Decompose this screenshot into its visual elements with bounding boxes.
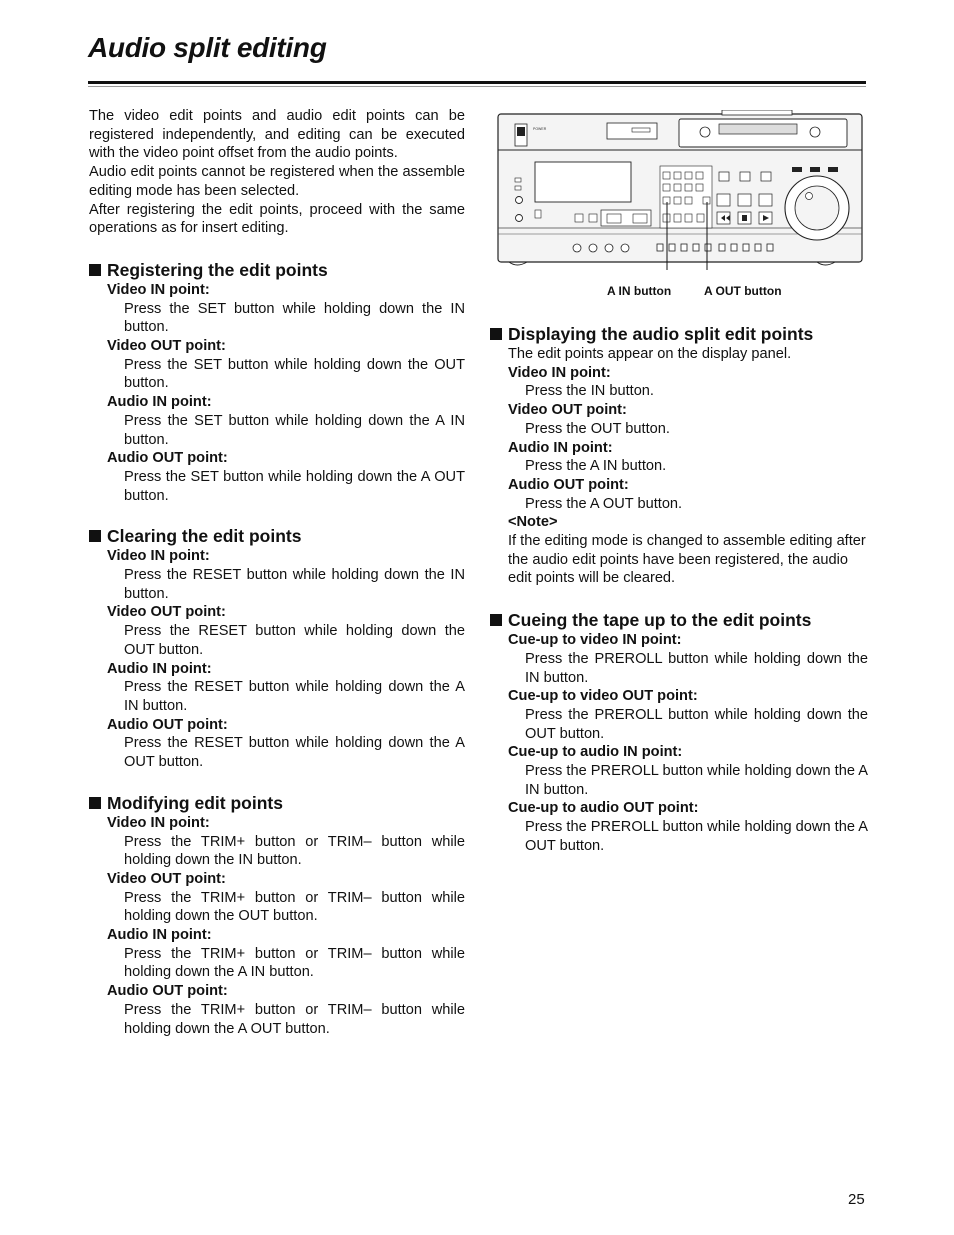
note-label: <Note> [508, 514, 558, 531]
item-label: Audio IN point: [107, 660, 212, 677]
item-label: Video IN point: [107, 281, 210, 298]
item-label: Audio OUT point: [107, 983, 228, 1000]
section-heading: Clearing the edit points [89, 525, 465, 547]
item-text: Press the PREROLL button while holding down the IN button. [525, 650, 868, 686]
item-label: Video IN point: [107, 814, 210, 831]
item-label: Cue-up to video IN point: [508, 632, 682, 649]
page-number: 25 [848, 1191, 865, 1208]
a-out-button-caption: A OUT button [704, 284, 782, 298]
left-column [89, 107, 465, 1038]
item-text: Press the TRIM+ button or TRIM– button while holding down the A IN button. [124, 945, 465, 981]
section-modifying [89, 792, 465, 1038]
item-text: Press the PREROLL button while holding down the A IN button. [525, 763, 868, 798]
item-label: Cue-up to video OUT point: [508, 688, 698, 705]
section-cueing [490, 609, 868, 855]
item-text: Press the PREROLL button while holding down the OUT button. [525, 706, 868, 742]
item-text: Press the A IN button. [525, 458, 667, 475]
square-bullet-icon [89, 797, 101, 809]
square-bullet-icon [490, 328, 502, 340]
title-rule [88, 81, 866, 84]
section-clearing [89, 525, 465, 771]
intro-paragraph: After registering the edit points, proceed with the same operations as for insert editing. [89, 201, 465, 237]
square-bullet-icon [89, 530, 101, 542]
item-label: Audio IN point: [107, 394, 212, 411]
item-label: Audio OUT point: [107, 716, 228, 733]
intro [89, 107, 465, 238]
section-heading: Registering the edit points [89, 259, 465, 281]
section-registering [89, 259, 465, 505]
item-text: Press the RESET button while holding down the OUT button. [124, 623, 465, 658]
svg-text:POWER: POWER [533, 127, 547, 131]
item-label: Audio OUT point: [508, 476, 629, 493]
item-label: Video OUT point: [107, 604, 226, 621]
item-text: Press the SET button while holding down the A IN button. [124, 412, 465, 448]
item-label: Audio IN point: [107, 927, 212, 944]
item-text: Press the OUT button. [525, 420, 670, 437]
item-text: Press the TRIM+ button or TRIM– button while holding down the A OUT button. [124, 1001, 465, 1037]
square-bullet-icon [89, 264, 101, 276]
intro-paragraph: Audio edit points cannot be registered when the assemble editing mode has been selected. [89, 164, 465, 199]
item-text: Press the TRIM+ button or TRIM– button while holding down the OUT button. [124, 889, 465, 925]
item-text: Press the A OUT button. [525, 495, 683, 512]
item-label: Video OUT point: [107, 870, 226, 887]
right-column [490, 323, 868, 856]
item-text: Press the SET button while holding down the A OUT button. [124, 468, 465, 504]
item-text: Press the IN button. [525, 383, 654, 400]
item-label: Cue-up to audio IN point: [508, 744, 683, 761]
section-lead: The edit points appear on the display panel. [508, 346, 792, 362]
section-heading: Modifying edit points [89, 792, 465, 814]
item-label: Audio OUT point: [107, 450, 228, 467]
item-text: Press the RESET button while holding down the A OUT button. [124, 735, 465, 771]
item-text: Press the SET button while holding down the IN button. [124, 300, 465, 336]
page-title: Audio split editing [88, 32, 327, 63]
square-bullet-icon [490, 614, 502, 626]
vtr-front-panel-illustration [497, 110, 863, 270]
section-heading: Displaying the audio split edit points [490, 323, 868, 345]
item-text: Press the RESET button while holding down the A IN button. [124, 679, 465, 714]
item-label: Audio IN point: [508, 439, 613, 456]
item-text: Press the PREROLL button while holding down the A OUT button. [525, 819, 868, 854]
title-rule-thin [88, 86, 866, 87]
item-label: Cue-up to audio OUT point: [508, 800, 699, 817]
note-text: If the editing mode is changed to assemble editing after the audio edit points have been registered, the audio edit points will be cleared. [508, 533, 866, 587]
section-displaying [490, 323, 868, 588]
section-heading: Cueing the tape up to the edit points [490, 609, 868, 631]
item-label: Video IN point: [107, 548, 210, 565]
item-text: Press the SET button while holding down the OUT button. [124, 356, 465, 392]
item-text: Press the RESET button while holding down the IN button. [124, 567, 465, 602]
intro-paragraph: The video edit points and audio edit points can be registered independently, and editing can be executed with the video point offset from the audio points. [89, 108, 465, 162]
item-label: Video OUT point: [508, 402, 627, 419]
item-label: Video IN point: [508, 364, 611, 381]
item-label: Video OUT point: [107, 338, 226, 355]
item-text: Press the TRIM+ button or TRIM– button while holding down the IN button. [124, 833, 465, 869]
a-in-button-caption: A IN button [607, 284, 672, 298]
